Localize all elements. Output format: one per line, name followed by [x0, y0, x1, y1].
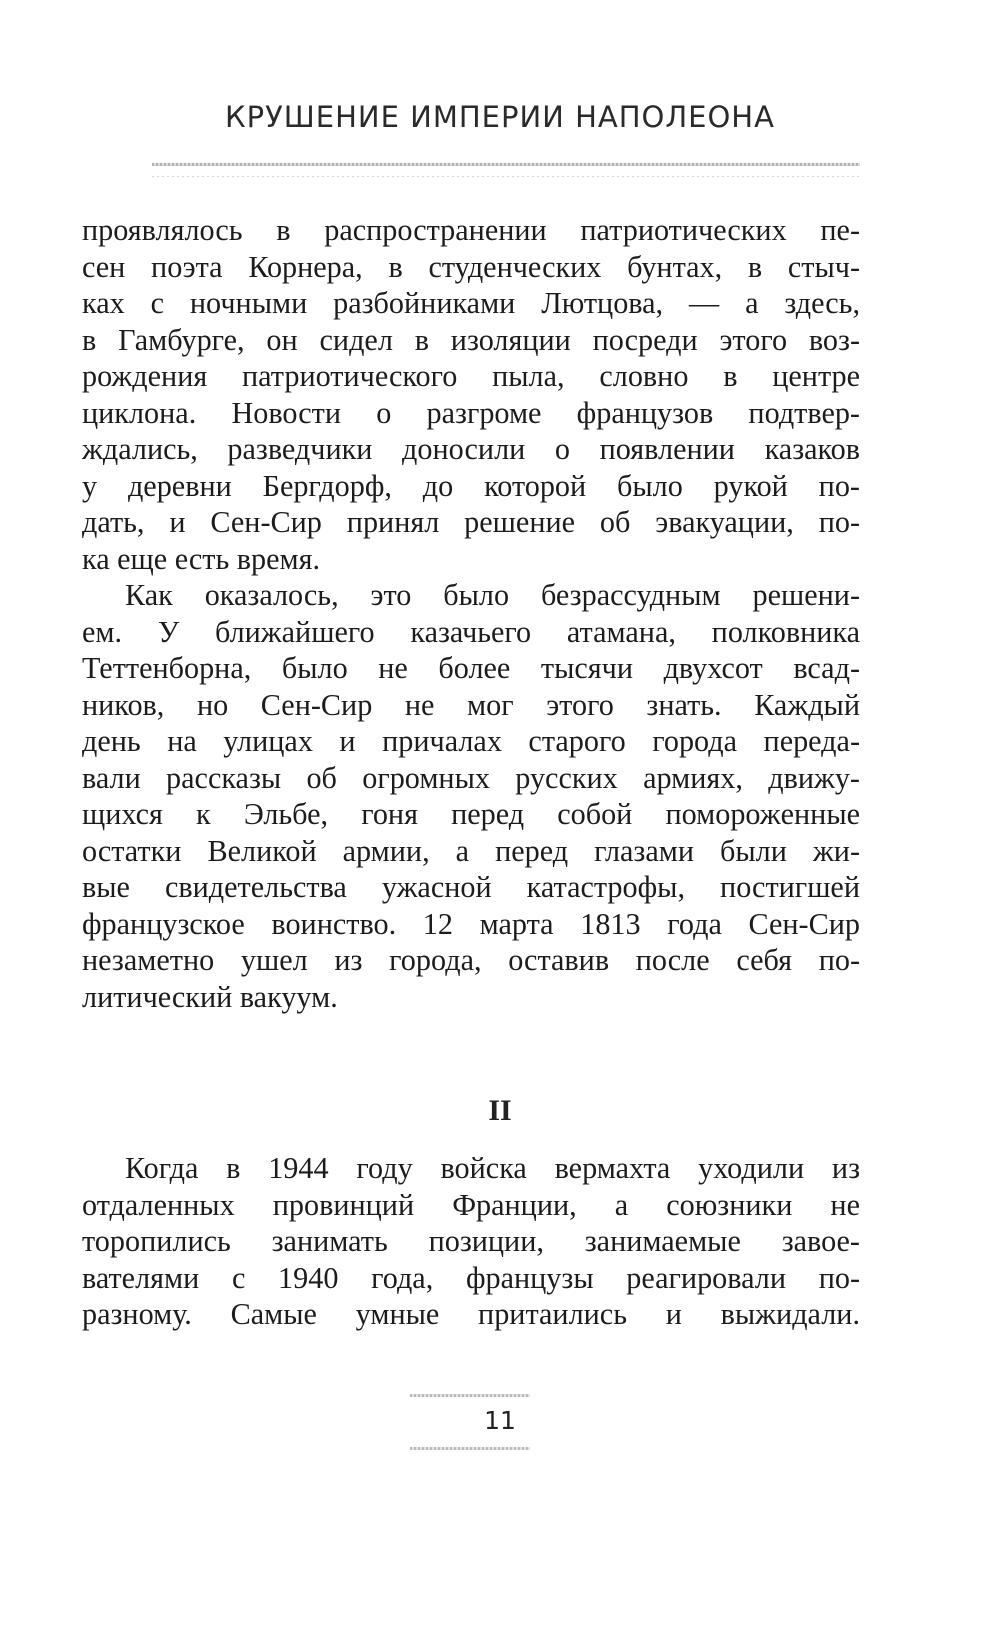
header-rule-secondary	[152, 176, 860, 177]
running-head: КРУШЕНИЕ ИМПЕРИИ НАПОЛЕОНА	[225, 100, 775, 134]
text-line: вали рассказы об огромных русских армиях, движу-	[82, 760, 860, 795]
page-number: 11	[484, 1406, 516, 1435]
text-line: разному. Самые умные притаились и выжидали.	[82, 1297, 860, 1332]
text-line: ем. У ближайшего казачьего атамана, полковника	[82, 614, 860, 649]
text-line: отдаленных провинций Франции, а союзники не	[82, 1187, 860, 1222]
text-line: ников, но Сен-Сир не мог этого знать. Каждый	[82, 687, 860, 722]
folio-rule-top	[410, 1394, 530, 1397]
text-line: рождения патриотического пыла, словно в центре	[82, 359, 860, 394]
text-line: циклона. Новости о разгроме французов подтвер-	[82, 395, 860, 430]
text-line: дать, и Сен-Сир принял решение об эвакуации, по-	[82, 505, 860, 540]
text-line: у деревни Бергдорф, до которой было рукой по-	[82, 468, 860, 503]
text-line: вателями с 1940 года, французы реагировали по-	[82, 1260, 860, 1295]
folio-rule-bottom	[410, 1447, 530, 1450]
paragraph-3	[82, 1150, 860, 1333]
text-line: проявлялось в распространении патриотических пе-	[82, 213, 860, 247]
text-line: Как оказалось, это было безрассудным решени-	[125, 578, 860, 612]
text-line: незаметно ушел из города, оставив после себя по-	[82, 943, 860, 978]
text-line: ка еще есть время.	[82, 541, 321, 576]
text-line: Когда в 1944 году войска вермахта уходили из	[125, 1151, 860, 1185]
text-line: французское воинство. 12 марта 1813 года Сен-Сир	[82, 906, 860, 941]
text-line: щихся к Эльбе, гоня перед собой поморожeнные	[82, 797, 860, 832]
text-line: сен поэта Корнера, в студенческих бунтах, в стыч-	[82, 249, 860, 284]
paragraph-2	[82, 577, 860, 1016]
text-line: Теттенборна, было не более тысячи двухсот всад-	[82, 651, 860, 686]
text-line: литический вакуум.	[82, 980, 338, 1015]
text-line: в Гамбурге, он сидел в изоляции посреди этого воз-	[82, 322, 860, 357]
header-rule	[152, 163, 860, 166]
text-line: ках с ночными разбойниками Лютцова, — а здесь,	[82, 286, 860, 321]
section-number: II	[488, 1094, 512, 1127]
text-line: день на улицах и причалах старого города переда-	[82, 724, 860, 759]
text-line: вые свидетельства ужасной катастрофы, постигшей	[82, 870, 860, 905]
paragraph-1	[82, 212, 860, 577]
text-line: остатки Великой армии, а перед глазами были жи-	[82, 833, 860, 868]
text-line: ждались, разведчики доносили о появлении казаков	[82, 432, 860, 467]
text-line: торопились занимать позиции, занимаемые завое-	[82, 1224, 860, 1259]
